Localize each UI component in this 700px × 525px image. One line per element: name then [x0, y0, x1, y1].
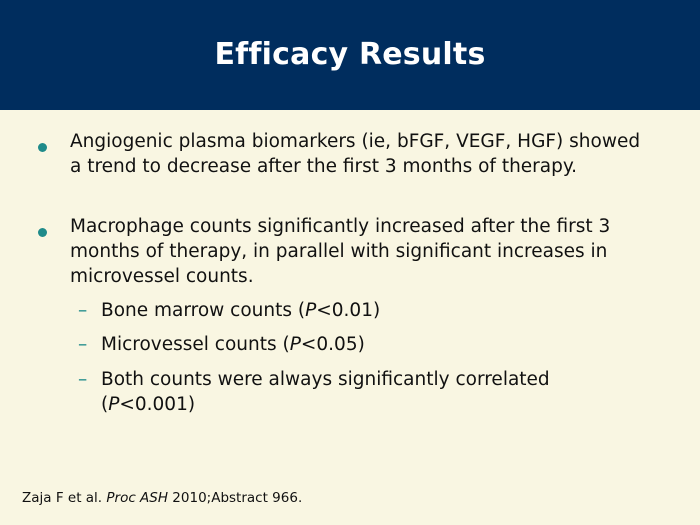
sub-bullet-text [101, 332, 631, 357]
sub-bullet-text-after: <0.05) [300, 334, 365, 355]
slide-title: Efficacy Results [214, 36, 486, 72]
citation-details: 2010;Abstract 966. [168, 490, 303, 506]
dash-icon: – [78, 300, 88, 321]
bullet-text: Angiogenic plasma biomarkers (ie, bFGF, VEGF, HGF) showed a trend to decrease after the first 3 months of therapy. [70, 131, 641, 177]
title-bar [0, 0, 700, 110]
bullet-text: Macrophage counts significantly increased after the first 3 months of therapy, in parallel with significant increases in microvessel counts. [70, 216, 611, 287]
citation-authors: Zaja F et al. [22, 490, 107, 506]
dash-icon: – [78, 369, 88, 390]
bullet-dot-icon [38, 143, 47, 152]
sub-bullet-text-after: <0.001) [119, 394, 196, 415]
dash-icon: – [78, 334, 88, 355]
sub-bullet-text [101, 298, 631, 323]
sub-bullet-text-before: Microvessel counts ( [101, 334, 290, 355]
sub-bullet-text-before: Both counts were always significantly correlated ( [101, 369, 550, 415]
p-value-symbol: P [289, 334, 301, 355]
p-value-symbol: P [305, 300, 317, 321]
bullet-dot-icon [38, 228, 47, 237]
sub-bullet-text [101, 367, 631, 417]
citation [22, 489, 302, 507]
sub-bullet-text-after: <0.01) [316, 300, 381, 321]
p-value-symbol: P [108, 394, 120, 415]
citation-journal: Proc ASH [106, 490, 169, 506]
sub-bullet-text-before: Bone marrow counts ( [101, 300, 306, 321]
